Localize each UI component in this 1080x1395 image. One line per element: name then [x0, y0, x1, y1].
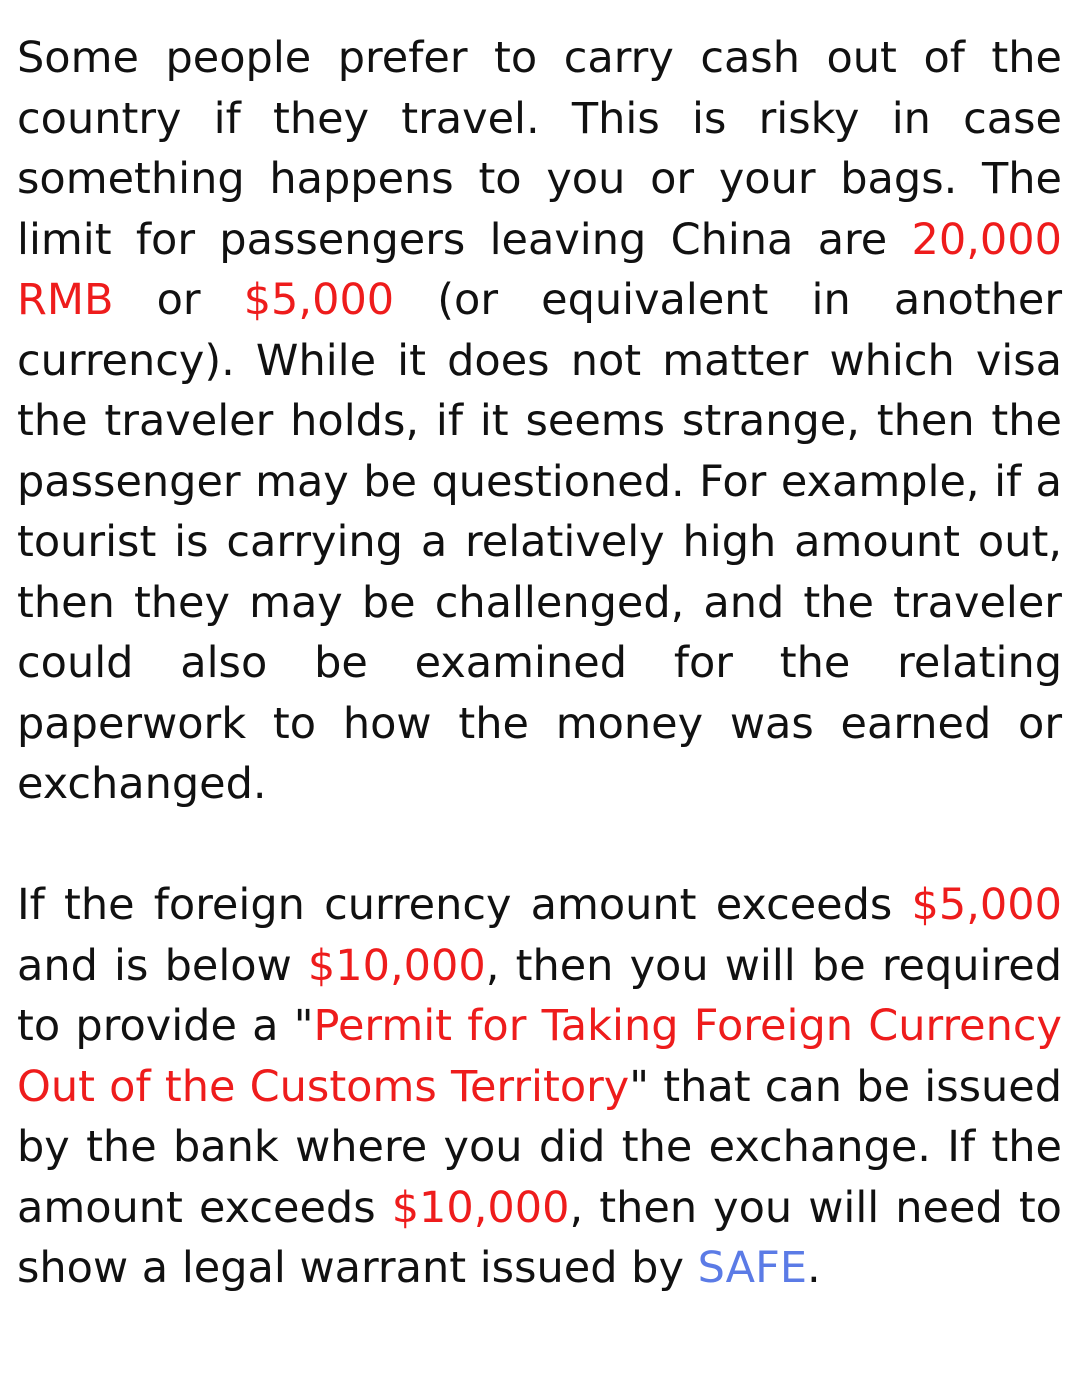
- text-run: If the foreign currency amount exceeds: [17, 880, 912, 930]
- text-run: or: [113, 275, 244, 325]
- amount-10000-usd: $10,000: [307, 940, 486, 991]
- text-run: , then you will be required to provide a ": [17, 940, 1062, 1051]
- paragraph-permit-requirements: [17, 875, 1062, 1299]
- paragraph-cash-limits: [17, 28, 1062, 815]
- article-body: [17, 28, 1062, 1299]
- text-run: (or equivalent in another currency). While it does not matter which visa the traveler holds, if it seems strange, then the passenger may be questioned. For example, if a tourist is carrying a relatively high amount out, then they may be challenged, and the traveler could also be examined for the relating paperwork to how the money was earned or exchanged.: [17, 275, 1062, 809]
- text-run: and is below: [17, 940, 308, 991]
- permit-name: Permit for Taking Foreign Currency Out of the Customs Territory: [17, 1001, 1062, 1112]
- amount-5000-usd: $5,000: [911, 880, 1062, 930]
- text-run: , then you will need to show a legal warrant issued by: [17, 1182, 1062, 1293]
- text-run: Some people prefer to carry cash out of the country if they travel. This is risky in case something happens to you or your bags. The limit for passengers leaving China are: [17, 33, 1062, 265]
- text-run: " that can be issued by the bank where you did the exchange. If the amount exceeds: [17, 1061, 1063, 1233]
- amount-20000-rmb: 20,000 RMB: [17, 214, 1062, 325]
- text-run: .: [807, 1243, 821, 1293]
- amount-5000-usd: $5,000: [243, 275, 395, 325]
- amount-10000-usd: $10,000: [391, 1182, 570, 1233]
- safe-agency-name: SAFE: [697, 1243, 807, 1293]
